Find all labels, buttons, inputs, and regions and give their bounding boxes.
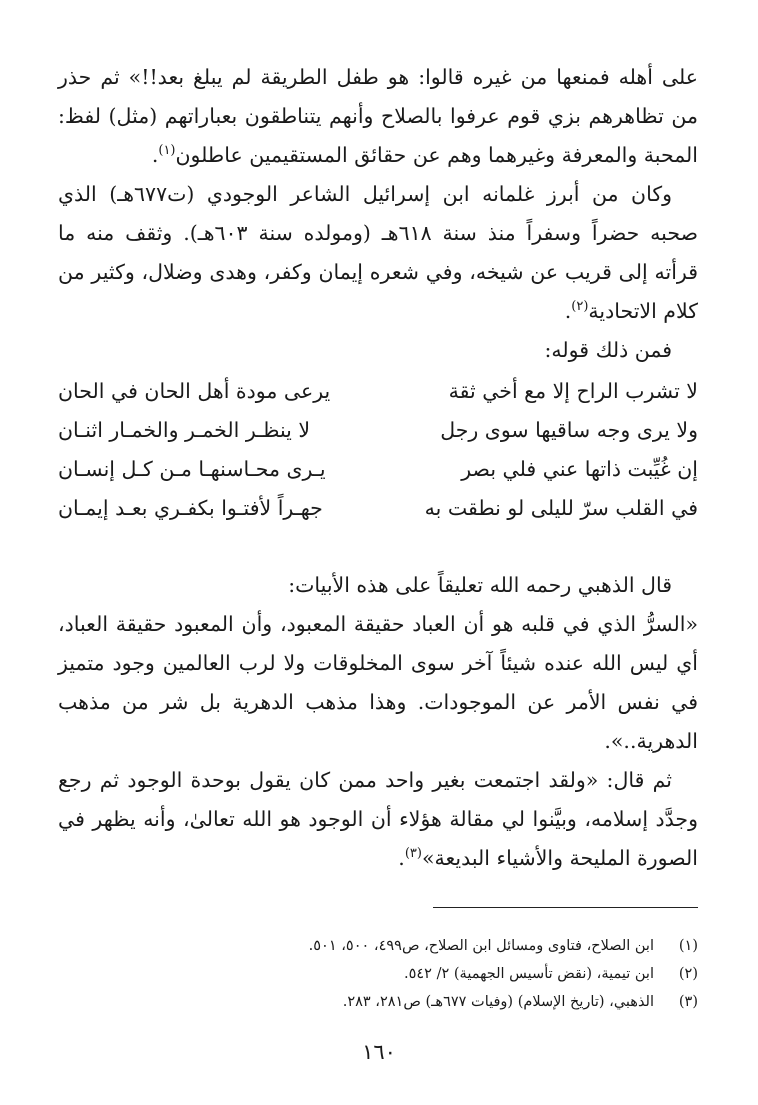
footnote-divider (433, 907, 698, 908)
poem (58, 372, 698, 528)
footnote-3-number: (٣) (678, 994, 698, 1010)
paragraph-2-end: . (564, 299, 572, 323)
verse-2-first-hemistich: ولا يرى وجه ساقيها سوى رجل (440, 418, 698, 442)
footnote-ref-2: (٢) (571, 299, 589, 315)
paragraph-1-text: على أهله فمنعها من غيره قالوا: هو طفل الطريقة لم يبلغ بعد!!» ثم حذر من تظاهرهم بزي قوم عرفوا بالصلاح وأنهم يتناطقون بعباراتهم (مثل) لفظ: المحبة والمعرفة وغيرهما وهم عن حقائق المستقيمين عاطلون (58, 65, 698, 167)
paragraph-6-text: ثم قال: «ولقد اجتمعت بغير واحد ممن كان يقول بوحدة الوجود ثم رجع وجدَّد إسلامه، وبيَّنوا لي مقالة هؤلاء أن الوجود هو الله تعالىٰ، وأنه يظهر في الصورة المليحة والأشياء البديعة» (58, 768, 698, 870)
verse-3 (58, 450, 698, 489)
verse-4 (58, 489, 698, 528)
poem-spacer (58, 528, 698, 566)
dhahabi-quote: «السرُّ الذي في قلبه هو أن العباد حقيقة المعبود، وأن المعبود حقيقة العباد، أي ليس الله عنده شيئاً آخر سوى المخلوقات ولا لرب العالمين وجود متميز في نفس الأمر عن الموجودات. وهذا مذهب الدهرية بل شر من مذهب الدهرية..». (58, 612, 698, 753)
verse-3-first-hemistich: إن غُيِّبت ذاتها عني فلي بصر (461, 457, 698, 481)
verse-2-second-hemistich: لا ينظـر الخمـر والخمـار اثنـان (58, 418, 311, 442)
paragraph-6-end: . (398, 846, 405, 870)
footnote-ref-3: (٣) (404, 846, 422, 862)
dhahabi-intro: قال الذهبي رحمه الله تعليقاً على هذه الأبيات: (288, 573, 672, 597)
footnote-3 (58, 988, 698, 1016)
paragraph-2 (58, 175, 698, 331)
verse-1 (58, 372, 698, 411)
verse-1-first-hemistich: لا تشرب الراح إلا مع أخي ثقة (448, 379, 698, 403)
verse-4-first-hemistich: في القلب سرّ لليلى لو نطقت به (424, 496, 698, 520)
footnote-2 (58, 960, 698, 988)
footnote-3-text: الذهبي، (تاريخ الإسلام) (وفيات ٦٧٧هـ) ص٢٨١، ٢٨٣. (342, 994, 654, 1010)
verse-2 (58, 411, 698, 450)
page-body (58, 58, 698, 878)
footnote-1-number: (١) (678, 938, 698, 954)
verse-3-second-hemistich: يـرى محـاسنهـا مـن كـل إنسـان (58, 457, 326, 481)
paragraph-1 (58, 58, 698, 175)
footnotes (58, 932, 698, 1016)
poem-intro: فمن ذلك قوله: (544, 338, 672, 362)
footnote-ref-1: (١) (158, 143, 176, 159)
paragraph-1-end: . (151, 143, 159, 167)
footnote-1 (58, 932, 698, 960)
page-number: ١٦٠ (362, 1040, 396, 1064)
footnote-1-text: ابن الصلاح، فتاوى ومسائل ابن الصلاح، ص٤٩٩، ٥٠٠، ٥٠١. (308, 938, 654, 954)
verse-1-second-hemistich: يرعى مودة أهل الحان في الحان (58, 379, 331, 403)
verse-4-second-hemistich: جهـراً لأفتـوا بكفـري بعـد إيمـان (58, 496, 323, 520)
paragraph-2-text: وكان من أبرز غلمانه ابن إسرائيل الشاعر الوجودي (ت٦٧٧هـ) الذي صحبه حضراً وسفراً منذ سنة ٦١٨هـ (ومولده سنة ٦٠٣هـ). وثقف منه ما قرأته إلى قريب عن شيخه، وفي شعره إيمان وكفر، وهدى وضلال، وكثير من كلام الاتحادية (58, 182, 698, 323)
paragraph-6 (58, 761, 698, 878)
footnote-2-text: ابن تيمية، (نقض تأسيس الجهمية) ٢/ ٥٤٢. (404, 966, 654, 982)
footnote-2-number: (٢) (678, 966, 698, 982)
